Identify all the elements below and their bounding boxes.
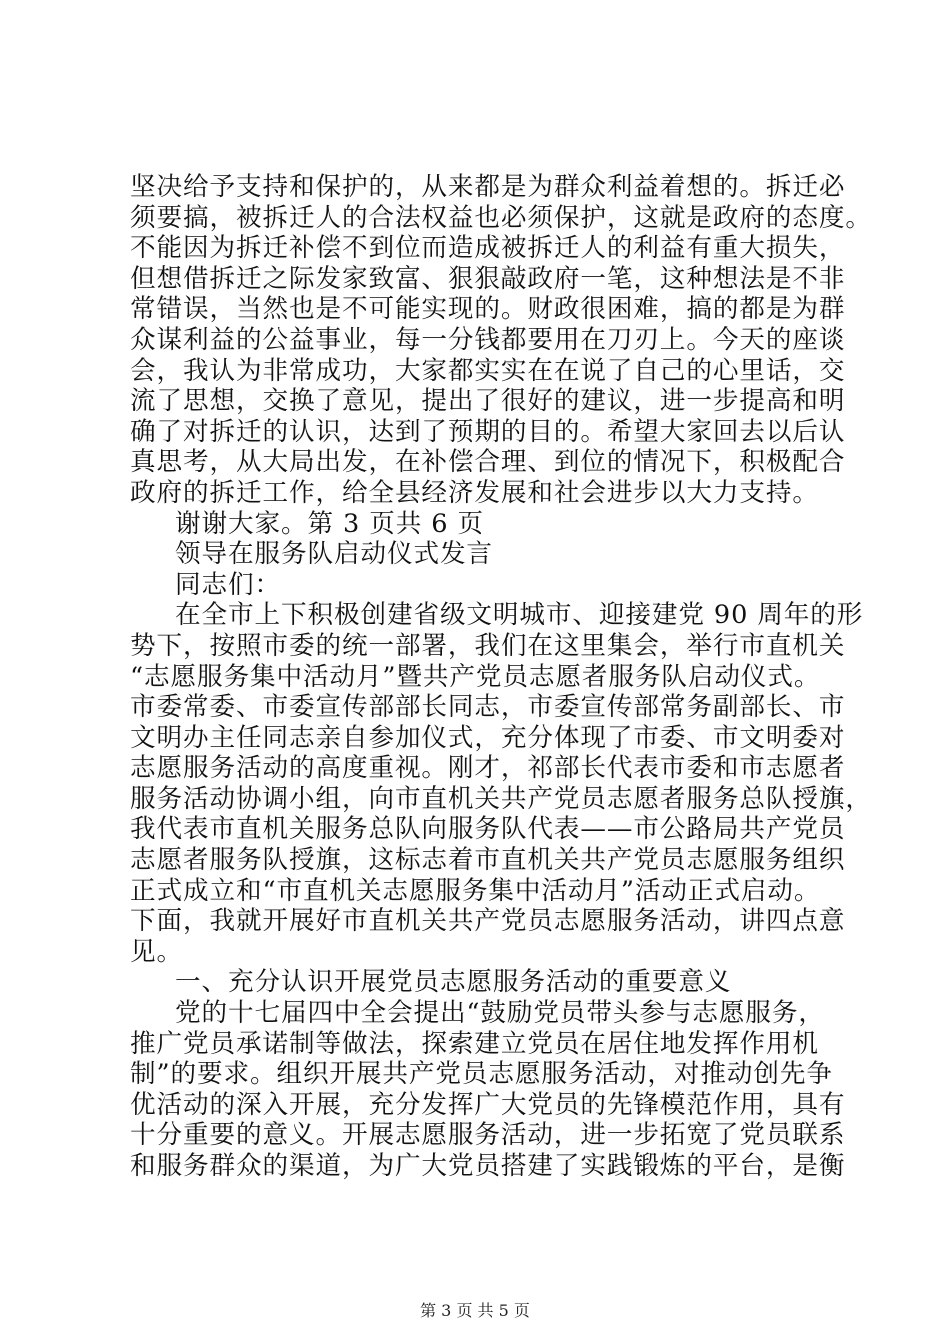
- text-line: 优活动的深入开展，充分发挥广大党员的先锋模范作用，具有: [130, 1089, 846, 1120]
- text-line: 和服务群众的渠道，为广大党员搭建了实践锻炼的平台，是衡: [130, 1151, 846, 1181]
- text-line: 十分重要的意义。开展志愿服务活动，进一步拓宽了党员联系: [130, 1120, 846, 1151]
- body-text: [130, 172, 872, 1182]
- text-line: 政府的拆迁工作，给全县经济发展和社会进步以大力支持。: [130, 477, 819, 508]
- text-line: 确了对拆迁的认识，达到了预期的目的。希望大家回去以后认: [130, 416, 846, 447]
- text-line: 志愿者服务队授旗，这标志着市直机关共产党员志愿服务组织: [130, 845, 846, 876]
- page-footer: 第 3 页 共 5 页: [420, 1301, 530, 1320]
- text-line: 但想借拆迁之际发家致富、狠狠敲政府一笔，这种想法是不非: [130, 263, 846, 294]
- text-line: 制”的要求。组织开展共产党员志愿服务活动，对推动创先争: [130, 1059, 833, 1090]
- text-line: 坚决给予支持和保护的，从来都是为群众利益着想的。拆迁必: [130, 172, 846, 202]
- text-line: 见。: [130, 936, 183, 967]
- text-line: 领导在服务队启动仪式发言: [175, 539, 493, 570]
- text-line: 党的十七届四中全会提出“鼓励党员带头参与志愿服务，: [175, 998, 825, 1029]
- text-line: 常错误，当然也是不可能实现的。财政很困难，搞的都是为群: [130, 294, 846, 325]
- text-line: 流了思想，交换了意见，提出了很好的建议，进一步提高和明: [130, 386, 846, 417]
- text-line: 不能因为拆迁补偿不到位而造成被拆迁人的利益有重大损失，: [130, 233, 846, 264]
- text-line: 谢谢大家。第 3 页共 6 页: [175, 508, 484, 539]
- text-line: 服务活动协调小组，向市直机关共产党员志愿者服务总队授旗，: [130, 783, 872, 814]
- text-line: 会，我认为非常成功，大家都实实在在说了自己的心里话，交: [130, 355, 846, 386]
- text-line: 须要搞，被拆迁人的合法权益也必须保护，这就是政府的态度。: [130, 202, 872, 233]
- text-line: 正式成立和“市直机关志愿服务集中活动月”活动正式启动。: [130, 875, 821, 906]
- text-line: 下面，我就开展好市直机关共产党员志愿服务活动，讲四点意: [130, 906, 846, 937]
- text-line: 真思考，从大局出发，在补偿合理、到位的情况下，积极配合: [130, 447, 846, 478]
- text-line: 市委常委、市委宣传部部长同志，市委宣传部常务副部长、市: [130, 692, 846, 723]
- text-line: 在全市上下积极创建省级文明城市、迎接建党 90 周年的形: [175, 600, 864, 631]
- text-line: 文明办主任同志亲自参加仪式，充分体现了市委、市文明委对: [130, 722, 846, 753]
- text-line: 我代表市直机关服务总队向服务队代表——市公路局共产党员: [130, 814, 846, 845]
- text-line: 志愿服务活动的高度重视。刚才，祁部长代表市委和市志愿者: [130, 753, 846, 784]
- text-line: 众谋利益的公益事业，每一分钱都要用在刀刃上。今天的座谈: [130, 324, 846, 355]
- text-line: 势下，按照市委的统一部署，我们在这里集会，举行市直机关: [130, 630, 846, 661]
- text-line: 一、充分认识开展党员志愿服务活动的重要意义: [175, 967, 732, 998]
- text-line: 同志们：: [175, 569, 281, 600]
- text-line: 推广党员承诺制等做法，探索建立党员在居住地发挥作用机: [130, 1028, 819, 1059]
- text-line: “志愿服务集中活动月”暨共产党员志愿者服务队启动仪式。: [130, 661, 821, 692]
